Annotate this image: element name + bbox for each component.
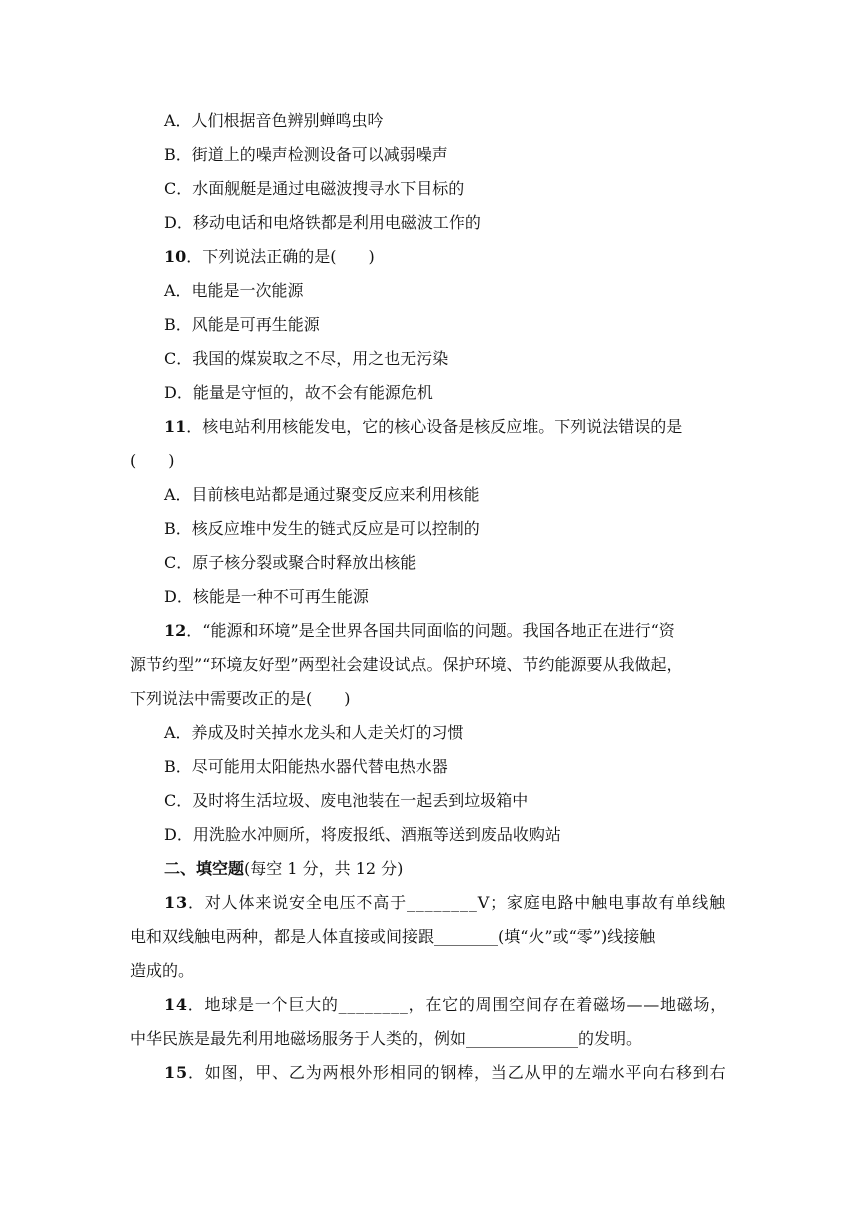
q14-number: 14 xyxy=(164,995,188,1014)
q12-text: ．“能源和环境”是全世界各国共同面临的问题。我国各地正在进行“资 xyxy=(186,621,675,640)
q12-option-a: A．养成及时关掉水龙头和人走关灯的习惯 xyxy=(164,723,464,742)
q12-option-d: D．用洗脸水冲厕所，将废报纸、酒瓶等送到废品收购站 xyxy=(164,825,561,844)
q12-stem-line2: 源节约型”“环境友好型”两型社会建设试点。保护环境、节约能源要从我做起， xyxy=(130,655,683,674)
q13-number: 13 xyxy=(164,893,188,912)
q10-option-b: B．风能是可再生能源 xyxy=(164,315,320,334)
q15-text: ．如图，甲、乙为两根外形相同的钢棒，当乙从甲的左端水平向右移到右 xyxy=(187,1063,727,1082)
q13-line3: 造成的。 xyxy=(130,961,195,980)
q13-line2: 电和双线触电两种，都是人体直接或间接跟________(填“火”或“零”)线接触 xyxy=(130,927,656,946)
q11-text: ．核电站利用核能发电，它的核心设备是核反应堆。下列说法错误的是 xyxy=(186,417,683,436)
q10-text: ．下列说法正确的是( ) xyxy=(186,247,375,266)
q11-option-c: C．原子核分裂或聚合时释放出核能 xyxy=(164,553,417,572)
q14-line2: 中华民族是最先利用地磁场服务于人类的，例如______________的发明。 xyxy=(130,1029,643,1048)
q12-stem-line1 xyxy=(164,620,675,642)
q11-number: 11 xyxy=(164,417,187,436)
q15-number: 15 xyxy=(164,1063,188,1082)
q10-stem xyxy=(164,246,375,268)
q11-option-b: B．核反应堆中发生的链式反应是可以控制的 xyxy=(164,519,480,538)
q12-option-b: B．尽可能用太阳能热水器代替电热水器 xyxy=(164,757,448,776)
section-title: 二、填空题 xyxy=(164,859,245,878)
q15-line1 xyxy=(164,1062,726,1084)
q10-option-c: C．我国的煤炭取之不尽，用之也无污染 xyxy=(164,349,449,368)
q11-stem-line1 xyxy=(164,416,682,438)
q10-option-d: D．能量是守恒的，故不会有能源危机 xyxy=(164,383,433,402)
q11-stem-line2: ( ) xyxy=(130,451,175,470)
q10-number: 10 xyxy=(164,247,187,266)
q11-option-a: A．目前核电站都是通过聚变反应来利用核能 xyxy=(164,485,480,504)
q9-option-b: B．街道上的噪声检测设备可以减弱噪声 xyxy=(164,145,448,164)
q9-option-d: D．移动电话和电烙铁都是利用电磁波工作的 xyxy=(164,213,481,232)
q13-line1 xyxy=(164,892,726,914)
q11-option-d: D．核能是一种不可再生能源 xyxy=(164,587,369,606)
q12-option-c: C．及时将生活垃圾、废电池装在一起丢到垃圾箱中 xyxy=(164,791,529,810)
q9-option-a: A．人们根据音色辨别蝉鸣虫吟 xyxy=(164,111,384,130)
section-heading xyxy=(164,858,403,880)
q14-line1 xyxy=(164,994,727,1016)
q9-option-c: C．水面舰艇是通过电磁波搜寻水下目标的 xyxy=(164,179,465,198)
q12-number: 12 xyxy=(164,621,187,640)
q10-option-a: A．电能是一次能源 xyxy=(164,281,304,300)
section-note: (每空 1 分，共 12 分) xyxy=(244,859,404,878)
q14-text: ．地球是一个巨大的________，在它的周围空间存在着磁场——地磁场， xyxy=(187,995,727,1014)
q13-text: ．对人体来说安全电压不高于________V；家庭电路中触电事故有单线触 xyxy=(187,893,726,912)
q12-stem-line3: 下列说法中需要改正的是( ) xyxy=(130,689,351,708)
